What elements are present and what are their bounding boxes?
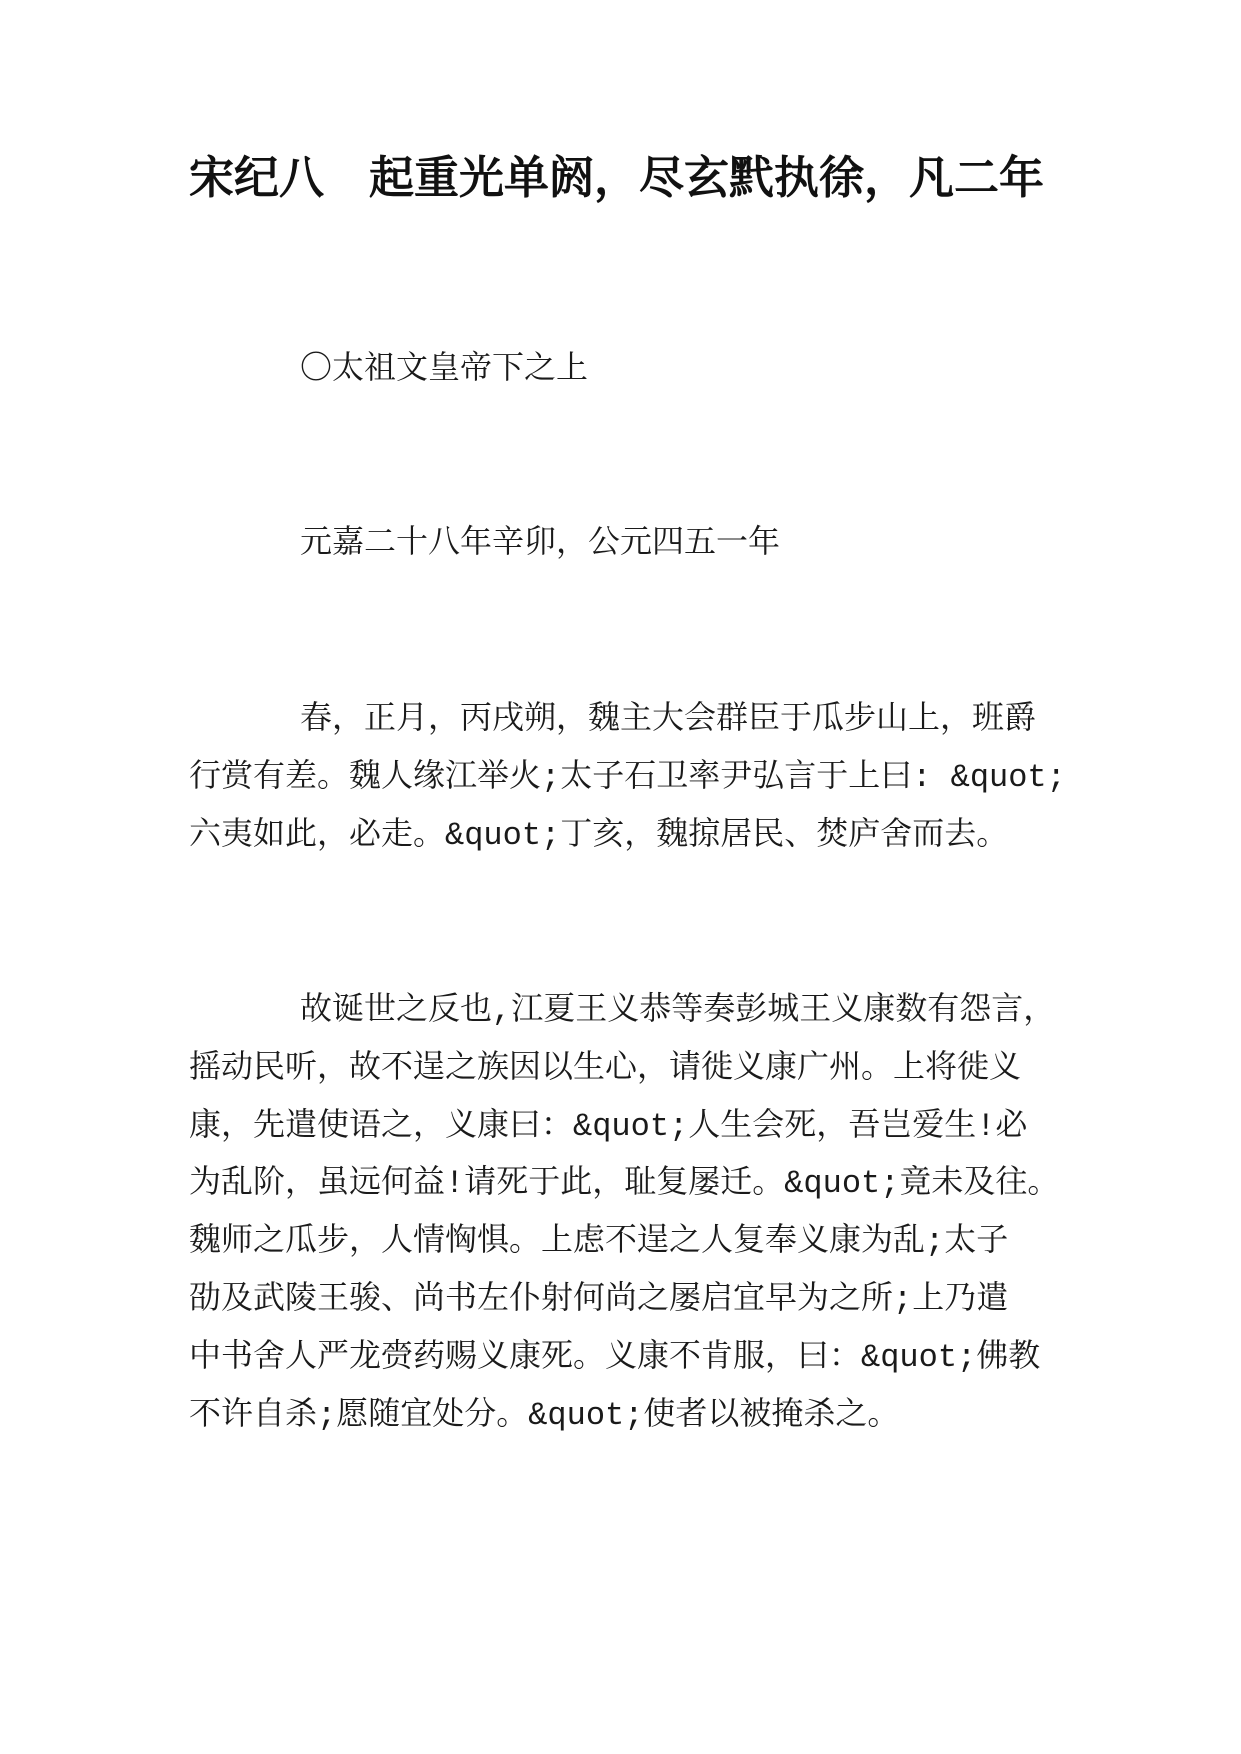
- paragraph-line: 六夷如此，必走。&quot;丁亥，魏掠居民、焚庐舍而去。: [189, 816, 1009, 854]
- year-heading-block: [189, 515, 1089, 573]
- document-title: 宋纪八 起重光单阏，尽玄黓执徐，凡二年: [189, 151, 1045, 204]
- section-heading: 〇太祖文皇帝下之上: [300, 351, 589, 388]
- section-heading-block: [189, 341, 1089, 399]
- paragraph: [189, 982, 1089, 1444]
- year-heading: 元嘉二十八年辛卯，公元四五一年: [300, 525, 781, 562]
- paragraph-line: 行赏有差。魏人缘江举火;太子石卫率尹弘言于上曰: &quot;: [189, 758, 1066, 796]
- paragraph-line: 为乱阶，虽远何益!请死于此，耻复屡迁。&quot;竟未及往。: [189, 1165, 1060, 1203]
- paragraph-line: 故诞世之反也,江夏王义恭等奏彭城王义康数有怨言，: [300, 992, 1056, 1029]
- paragraph-line: 康，先遣使语之，义康曰：&quot;人生会死，吾岂爱生!必: [189, 1107, 1028, 1145]
- paragraph-line: 中书舍人严龙赍药赐义康死。义康不肯服，曰：&quot;佛教: [189, 1338, 1041, 1376]
- paragraph-line: 不许自杀;愿随宜处分。&quot;使者以被掩杀之。: [189, 1396, 900, 1434]
- paragraph-line: 摇动民听，故不逞之族因以生心，请徙义康广州。上将徙义: [189, 1049, 1022, 1087]
- paragraph: [189, 691, 1089, 864]
- paragraph-line: 魏师之瓜步，人情恟惧。上虑不逞之人复奉义康为乱;太子: [189, 1223, 1009, 1261]
- paragraph-line: 春，正月，丙戌朔，魏主大会群臣于瓜步山上，班爵: [300, 701, 1037, 738]
- paragraph-line: 劭及武陵王骏、尚书左仆射何尚之屡启宜早为之所;上乃遣: [189, 1280, 1009, 1318]
